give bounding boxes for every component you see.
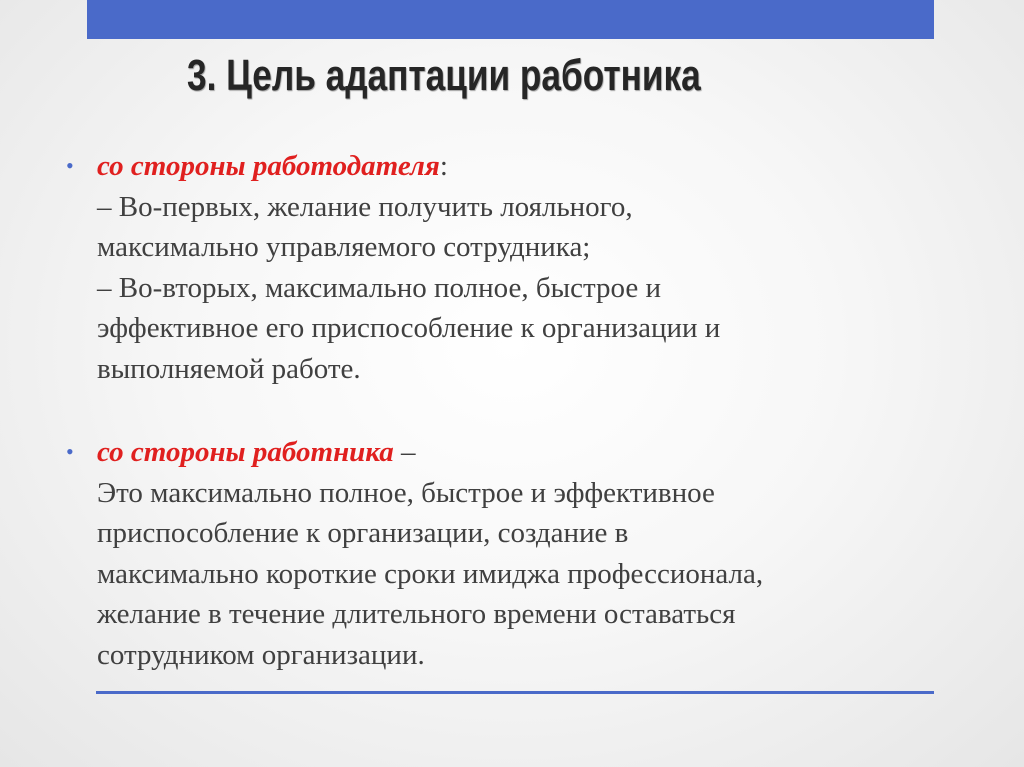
bullet-text-line: – Во-вторых, максимально полное, быстрое и (97, 271, 662, 304)
bullet-text-line: эффективное его приспособление к организации и (97, 312, 721, 344)
bullet-text-line: приспособление к организации, создание в (97, 517, 629, 549)
bullet-text-line: максимально короткие сроки имиджа профессионала, (97, 557, 764, 590)
bullet-item-employee (63, 432, 933, 675)
bullet-text-line: сотрудником организации. (97, 638, 425, 671)
bullet-text-line: выполняемой работе. (97, 352, 361, 385)
bullet-lead-suffix: – (393, 436, 416, 468)
bullet-text-line: желание в течение длительного времени оставаться (97, 598, 736, 630)
bullet-lead-employer: со стороны работодателя (97, 150, 440, 182)
bullet-lead-suffix: : (439, 150, 448, 182)
slide-title: 3. Цель адаптации работника (187, 51, 701, 100)
bullet-dot-icon: • (66, 153, 74, 178)
bullet-text-line: – Во-первых, желание получить лояльного, (97, 190, 633, 223)
bullet-text-line: максимально управляемого сотрудника; (97, 231, 591, 263)
bullet-dot-icon: • (66, 439, 74, 464)
bullet-text-line: Это максимально полное, быстрое и эффективное (97, 476, 715, 509)
bottom-divider (96, 691, 934, 694)
bullet-heading-employer (97, 146, 933, 187)
slide-content (63, 146, 933, 675)
bullet-heading-employee (97, 432, 933, 473)
bullet-item-employer (63, 146, 933, 389)
top-accent-bar (87, 0, 934, 39)
bullet-lead-employee: со стороны работника (97, 436, 394, 468)
